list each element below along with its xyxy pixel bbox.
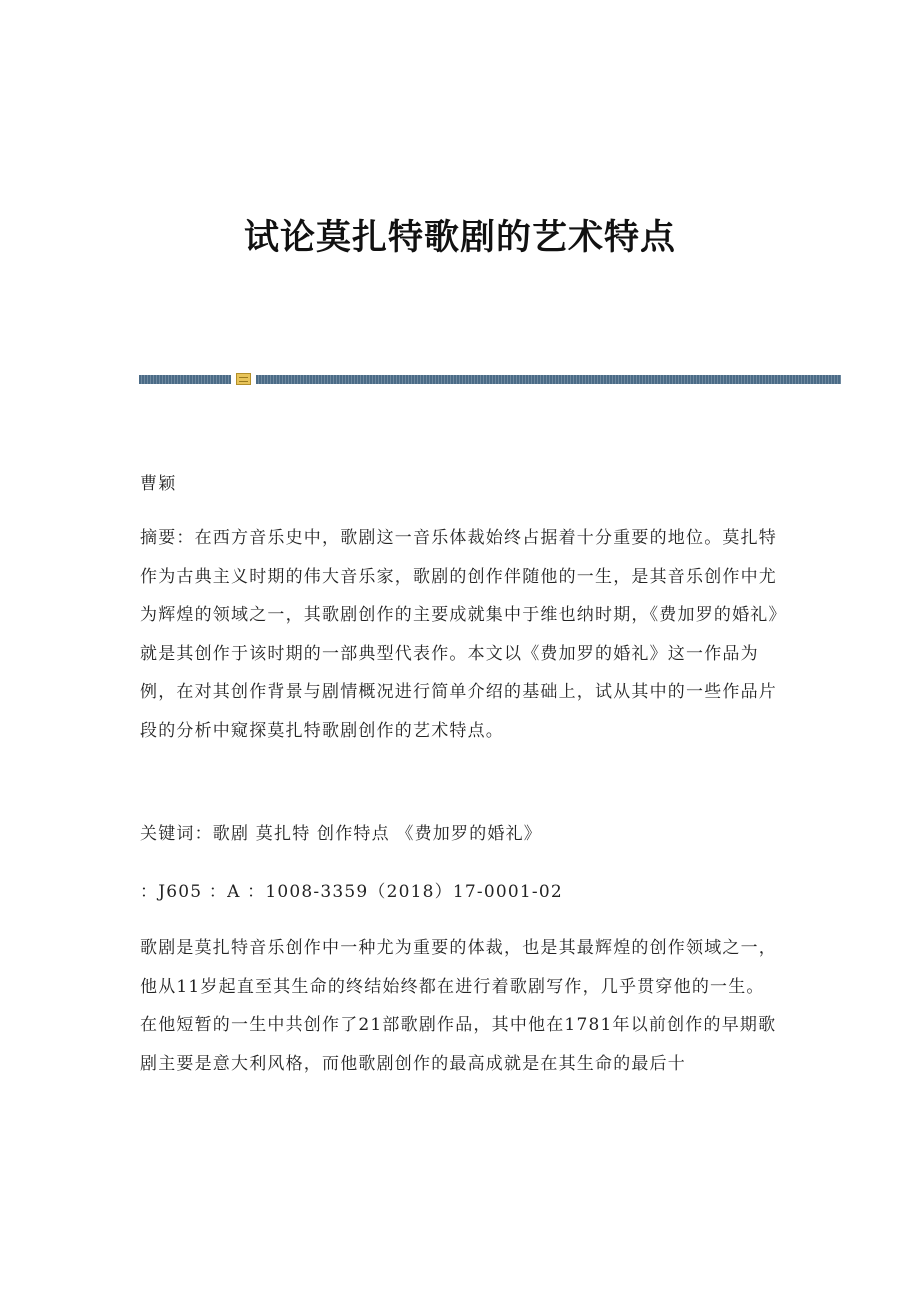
divider-bar-right (256, 375, 841, 384)
body-paragraph: 歌剧是莫扎特音乐创作中一种尤为重要的体裁，也是其最辉煌的创作领域之一，他从11岁起直至其生命的终结始终都在进行着歌剧写作，几乎贯穿他的一生。在他短暂的一生中共创作了21部歌剧作品，其中他在1781年以前创作的早期歌剧主要是意大利风格，而他歌剧创作的最高成就是在其生命的最后十 (140, 938, 777, 1074)
document-title: 试论莫扎特歌剧的艺术特点 (243, 217, 676, 258)
title-divider (139, 375, 841, 384)
divider-bar-left (139, 375, 231, 384)
classification-line: ：J605 ：A ：1008-3359（2018）17-0001-02 (140, 882, 563, 902)
abstract-paragraph: 摘要：在西方音乐史中，歌剧这一音乐体裁始终占据着十分重要的地位。莫扎特作为古典主义时期的伟大音乐家，歌剧的创作伴随他的一生，是其音乐创作中尤为辉煌的领域之一，其歌剧创作的主要成就集中于维也纳时期，《费加罗的婚礼》就是其创作于该时期的一部典型代表作。本文以《费加罗的婚礼》这一作品为例，在对其创作背景与剧情概况进行简单介绍的基础上，试从其中的一些作品片段的分析中窥探莫扎特歌剧创作的艺术特点。 (140, 528, 779, 741)
keywords-line: 关键词：歌剧 莫扎特 创作特点 《费加罗的婚礼》 (140, 824, 543, 844)
author-name: 曹颖 (140, 474, 177, 494)
divider-ornament-icon (236, 373, 251, 385)
